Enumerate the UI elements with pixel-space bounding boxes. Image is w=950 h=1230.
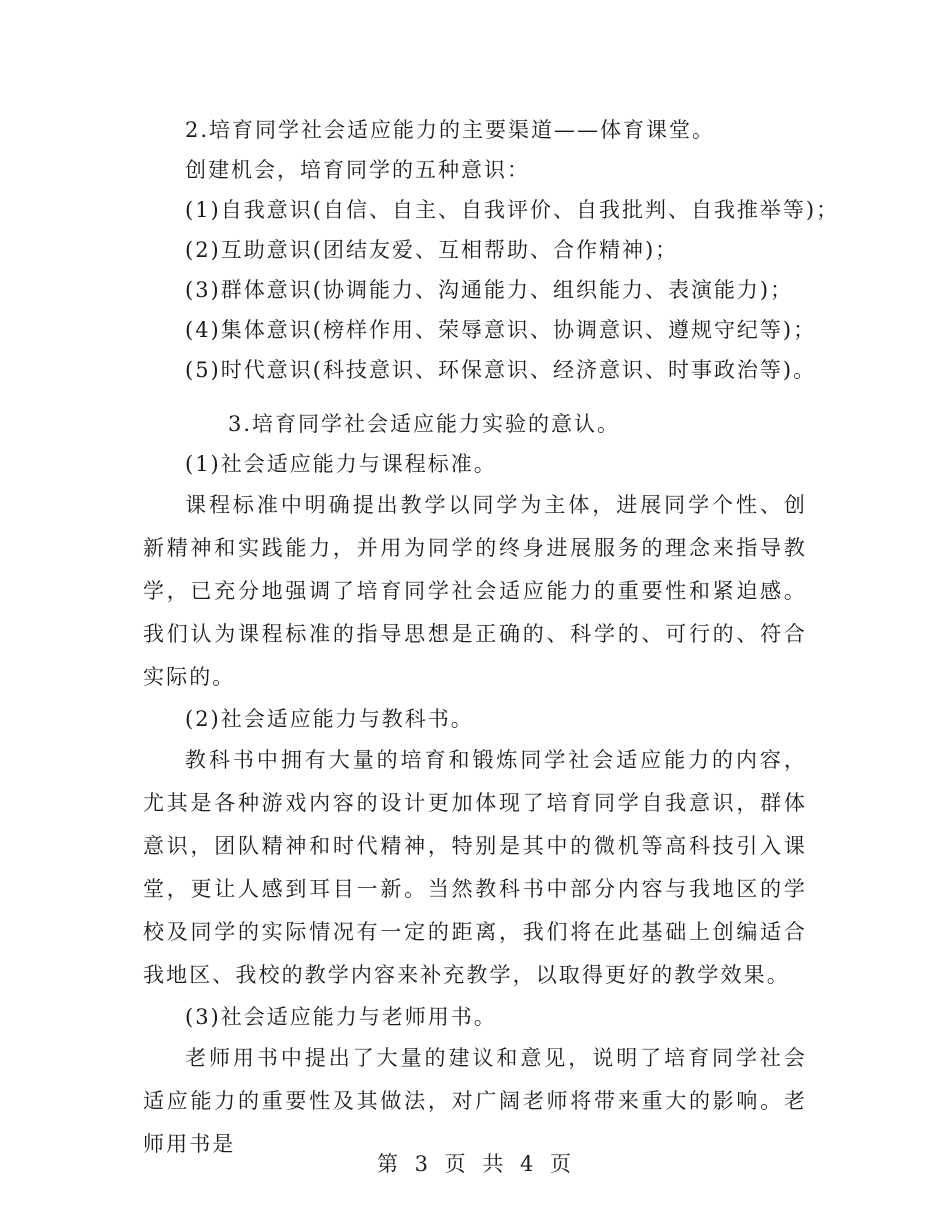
section2-heading: 2.培育同学社会适应能力的主要渠道——体育课堂。: [185, 118, 716, 142]
subsection1-heading: (1)社会适应能力与课程标准。: [185, 452, 497, 476]
list-item-mutual-help: (2)互助意识(团结友爱、互相帮助、合作精神)；: [185, 238, 679, 262]
page-content: [143, 110, 840, 1166]
subsection3-paragraph: 老师用书中提出了大量的建议和意见，说明了培育同学社会适应能力的重要性及其做法，对广阔老师将带来重大的影响。老师用书是: [143, 1046, 807, 1156]
list-item-collective-consciousness: (4)集体意识(榜样作用、荣辱意识、协调意识、遵规守纪等)；: [185, 318, 817, 342]
subsection2-paragraph: 教科书中拥有大量的培育和锻炼同学社会适应能力的内容，尤其是各种游戏内容的设计更加体现了培育同学自我意识，群体意识，团队精神和时代精神，特别是其中的微机等高科技引入课堂，更让人感到耳目一新。当然教科书中部分内容与我地区的学校及同学的实际情况有一定的距离，我们将在此基础上创编适合我地区、我校的教学内容来补充教学，以取得更好的教学效果。: [143, 748, 807, 987]
subsection1-paragraph: 课程标准中明确提出教学以同学为主体，进展同学个性、创新精神和实践能力，并用为同学的终身进展服务的理念来指导教学，已充分地强调了培育同学社会适应能力的重要性和紧迫感。我们认为课程标准的指导思想是正确的、科学的、可行的、符合实际的。: [143, 493, 807, 689]
list-item-self-consciousness: (1)自我意识(自信、自主、自我评价、自我批判、自我推举等)；: [185, 198, 840, 222]
list-item-group-consciousness: (3)群体意识(协调能力、沟通能力、组织能力、表演能力)；: [185, 278, 794, 302]
page-number-footer: 第 3 页 共 4 页: [376, 1152, 574, 1176]
list-item-era-consciousness: (5)时代意识(科技意识、环保意识、经济意识、时事政治等)。: [185, 358, 817, 382]
subsection3-heading: (3)社会适应能力与老师用书。: [185, 1005, 497, 1029]
five-consciousness-intro: 创建机会，培育同学的五种意识：: [185, 158, 530, 182]
section3-heading: 3.培育同学社会适应能力实验的意认。: [228, 412, 621, 436]
section-spacer: [143, 390, 807, 404]
subsection2-heading: (2)社会适应能力与教科书。: [185, 707, 474, 731]
